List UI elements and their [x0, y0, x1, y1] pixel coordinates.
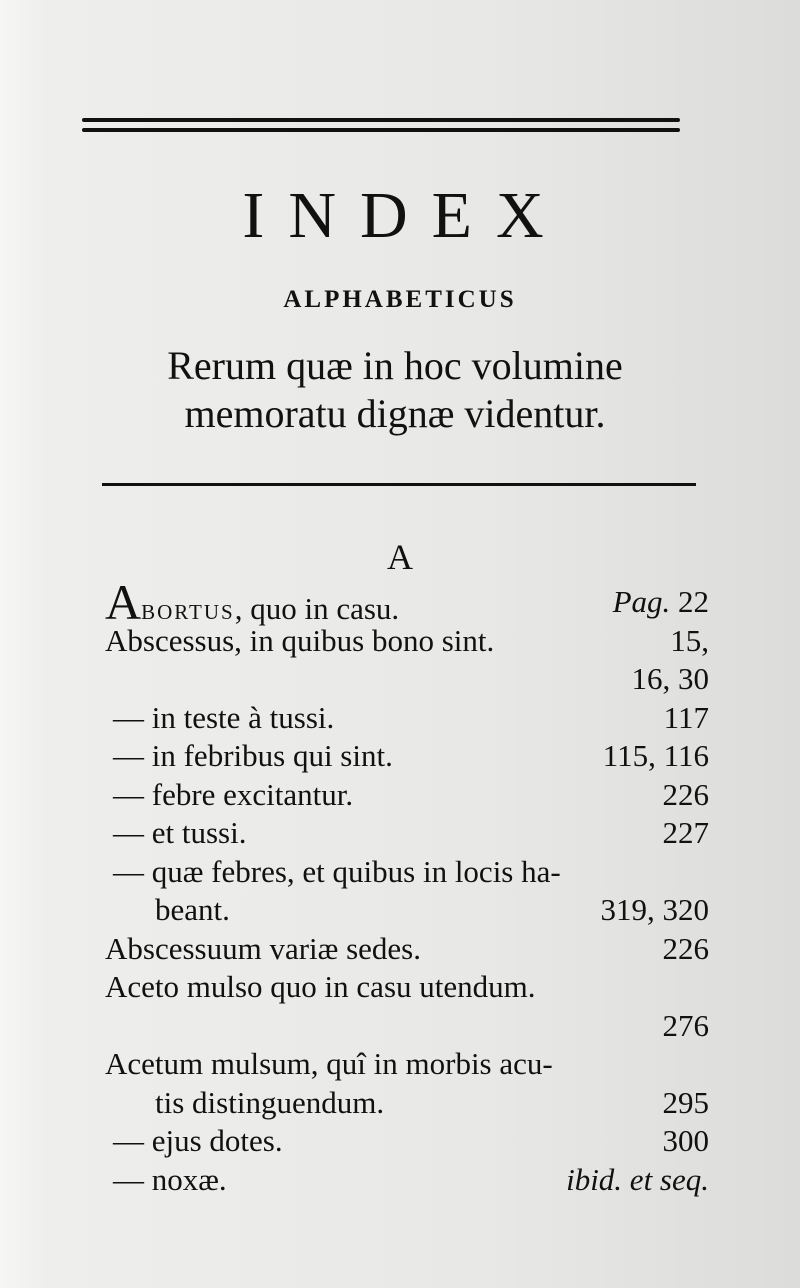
entry-page: 226 — [662, 930, 709, 966]
entry-text: tis distinguendum. — [155, 1084, 385, 1120]
entry-page: 276 — [662, 1007, 709, 1043]
section-letter: A — [387, 537, 413, 577]
index-entry — [105, 574, 709, 630]
index-entry — [105, 1084, 709, 1123]
entry-text: beant. — [155, 892, 230, 927]
entry-text: Acetum mulsum, quî in morbis acu- — [105, 1046, 553, 1081]
entry-page: ibid. et seq. — [566, 1161, 709, 1197]
entry-text: — noxæ. — [113, 1161, 227, 1197]
index-entry — [105, 622, 709, 661]
index-entry — [105, 1122, 709, 1161]
entry-text: Aceto mulso quo in casu utendum. — [105, 969, 536, 1004]
entry-page: 117 — [663, 699, 709, 735]
index-entry — [105, 968, 709, 1007]
index-subtitle: ALPHABETICUS — [283, 286, 517, 313]
entry-page — [613, 583, 709, 622]
index-entry — [105, 891, 709, 930]
entry-text: — et tussi. — [113, 815, 247, 850]
top-double-rule — [82, 118, 680, 138]
entry-text: — in teste à tussi. — [113, 699, 335, 735]
index-entries — [105, 574, 709, 1199]
index-entry — [105, 737, 709, 776]
entry-page: 15, — [670, 622, 709, 658]
index-entry — [105, 660, 709, 699]
index-heading — [90, 342, 700, 438]
page-number: 22 — [678, 584, 709, 619]
heading-line-2: memoratu dignæ videntur. — [184, 391, 606, 436]
entry-page: 226 — [662, 776, 709, 812]
entry-page: 115, 116 — [602, 738, 709, 773]
entry-page: 295 — [662, 1084, 709, 1120]
index-entry — [105, 1161, 709, 1200]
entry-page: 319, 320 — [600, 892, 709, 927]
entry-smallcaps: BORTUS — [141, 600, 235, 624]
heading-rule — [102, 483, 696, 486]
heading-line-1: Rerum quæ in hoc volumine — [167, 343, 623, 388]
index-title: INDEX — [242, 179, 568, 252]
entry-text: — in febribus qui sint. — [113, 738, 393, 773]
entry-page: 227 — [662, 815, 709, 850]
drop-cap: A — [105, 574, 142, 630]
index-entry — [105, 814, 709, 853]
index-entry — [105, 699, 709, 738]
index-entry — [105, 776, 709, 815]
entry-text: Abscessuum variæ sedes. — [105, 930, 421, 966]
entry-text: — quæ febres, et quibus in locis ha- — [113, 853, 561, 889]
index-entry — [105, 853, 709, 892]
entry-text: — febre excitantur. — [113, 776, 354, 812]
entry-rest: , quo in casu. — [234, 591, 400, 626]
entry-text: Abscessus, in quibus bono sint. — [105, 622, 495, 658]
index-entry — [105, 930, 709, 969]
index-entry — [105, 1045, 709, 1084]
index-entry — [105, 1007, 709, 1046]
entry-text: — ejus dotes. — [113, 1123, 283, 1158]
entry-page: 300 — [662, 1123, 709, 1158]
page-label: Pag. — [612, 584, 671, 619]
entry-page: 16, 30 — [631, 661, 709, 696]
